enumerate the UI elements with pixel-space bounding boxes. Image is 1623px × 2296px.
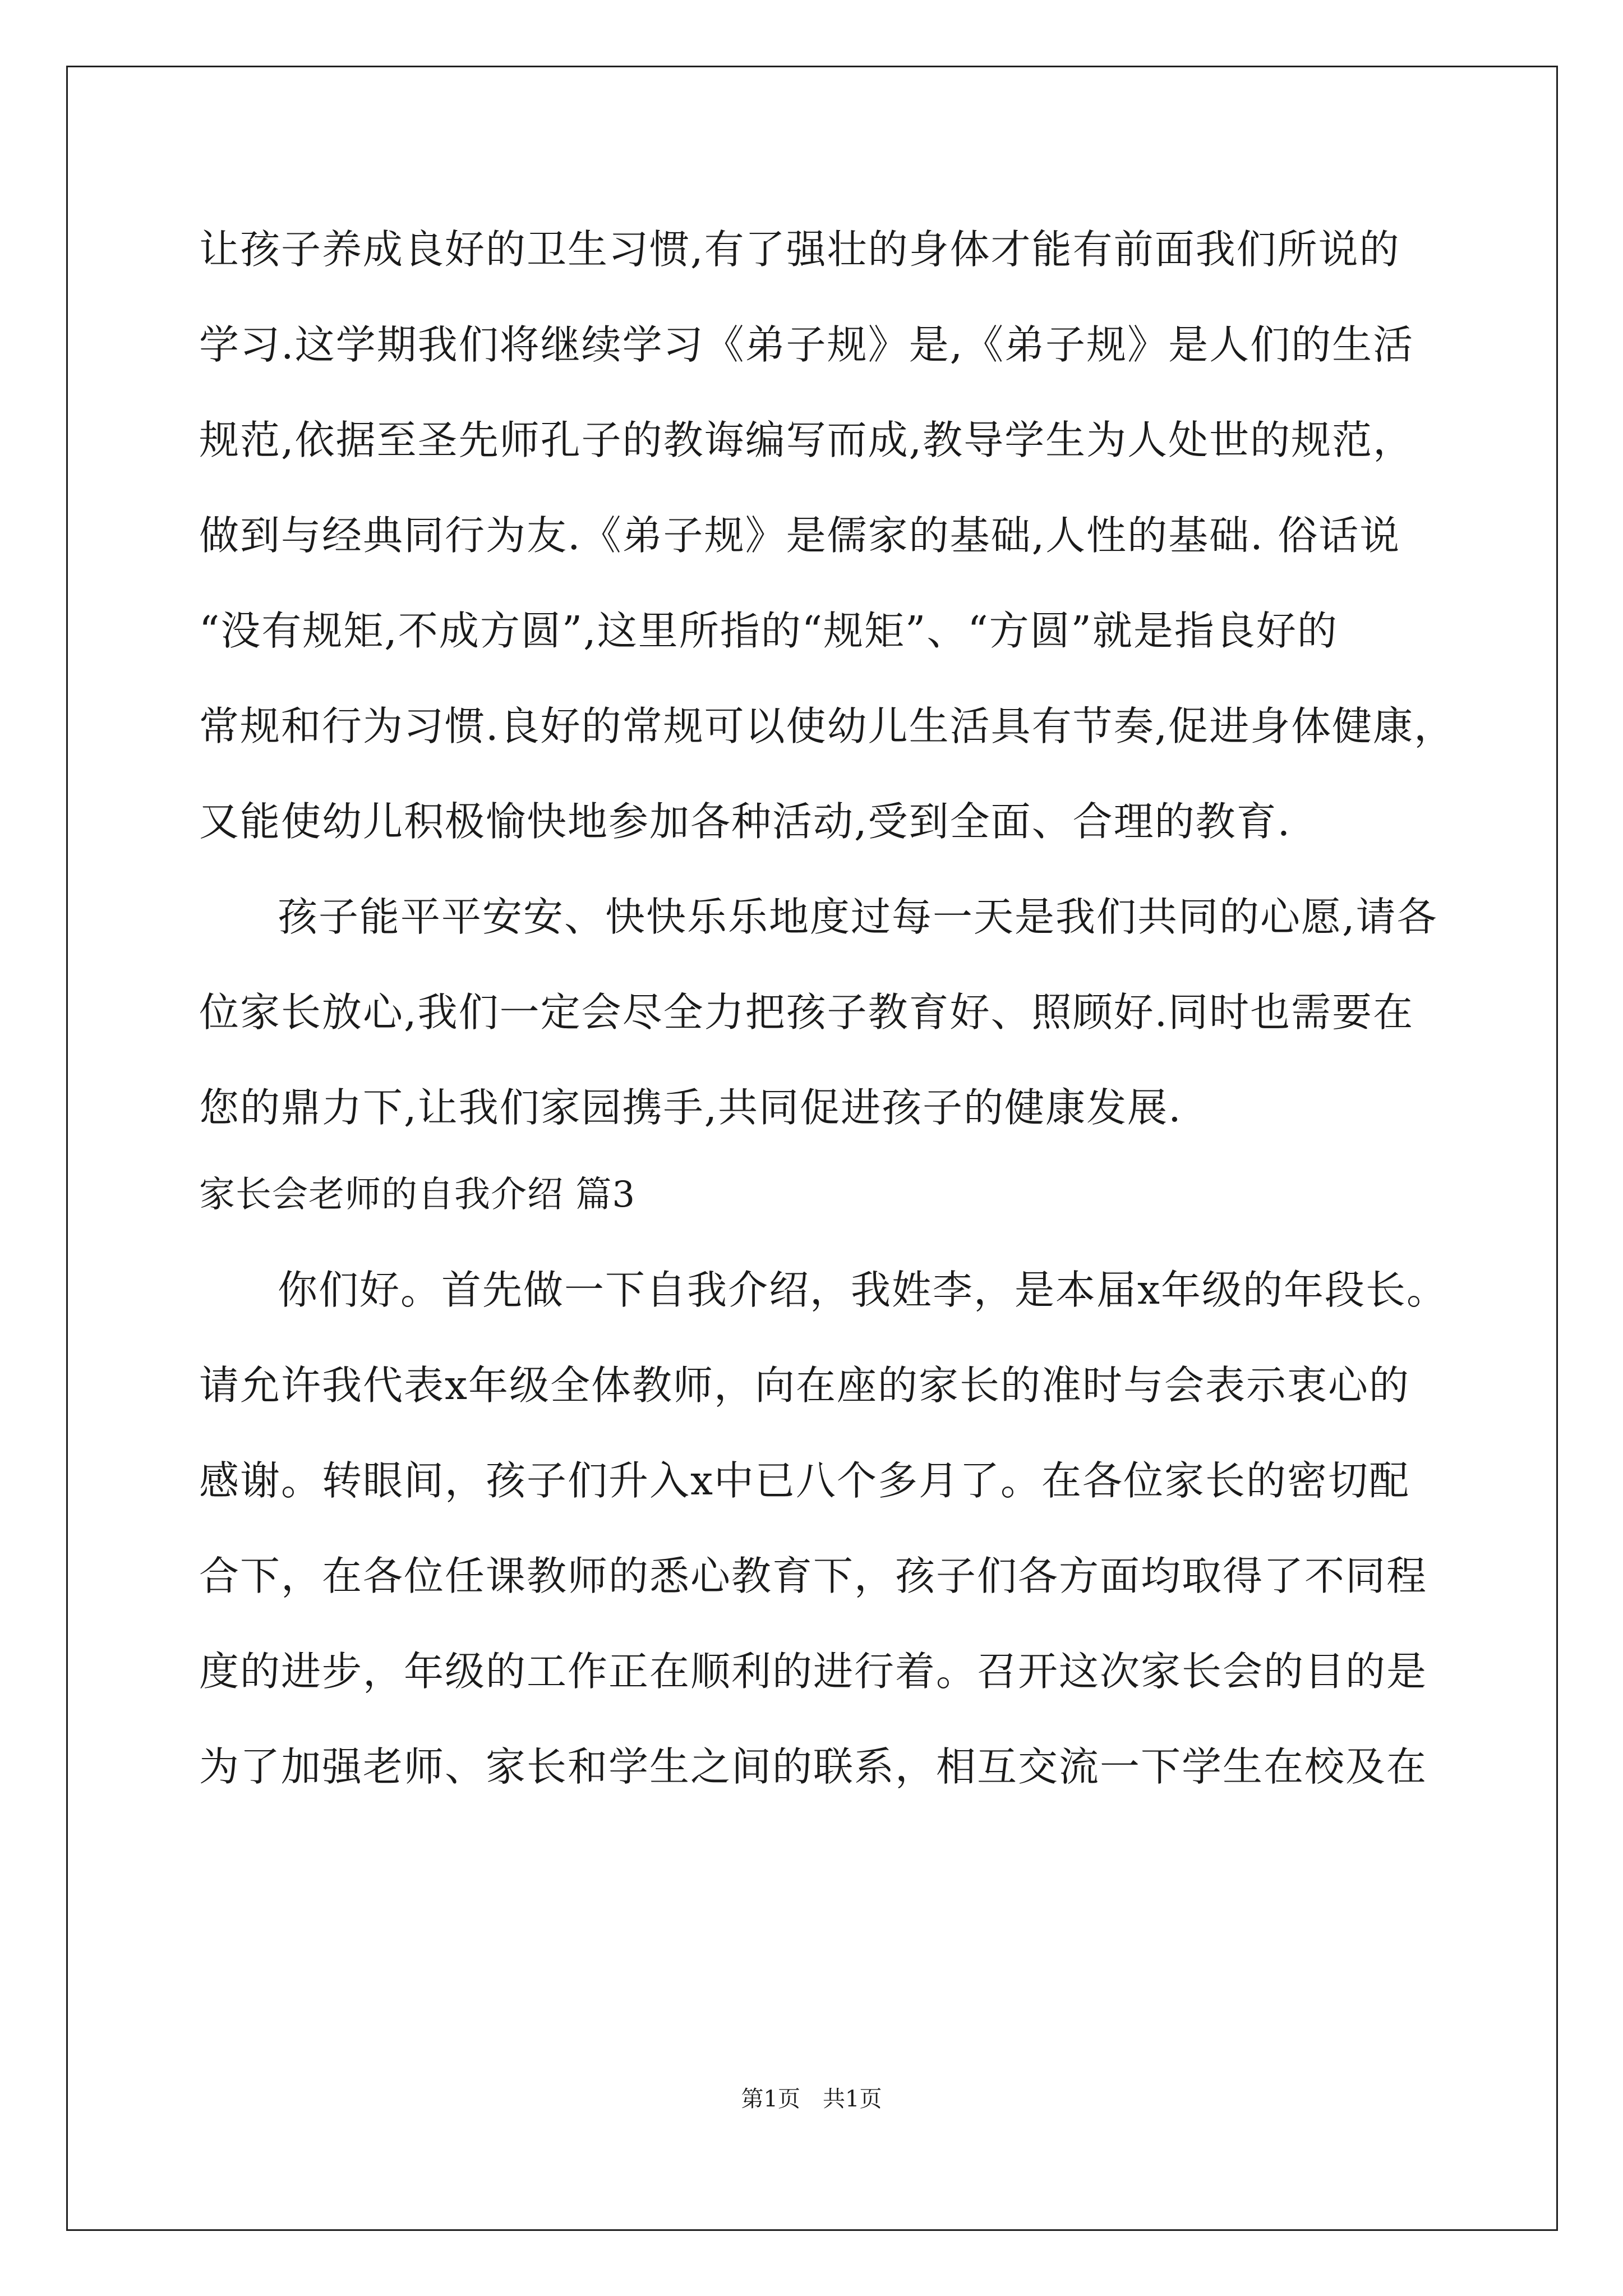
section-paragraph-line-3: 感谢。转眼间，孩子们升入x中已八个多月了。在各位家长的密切配 — [199, 1457, 1410, 1504]
page-number: 第1页 — [741, 2086, 800, 2112]
paragraph-1-line-7: 又能使幼儿积极愉快地参加各种活动,受到全面、合理的教育. — [199, 798, 1292, 845]
paragraph-1-line-3: 规范,依据至圣先师孔子的教诲编写而成,教导学生为人处世的规范， — [199, 417, 1414, 463]
page-border — [66, 66, 1558, 2231]
paragraph-2-line-2: 位家长放心,我们一定会尽全力把孩子教育好、照顾好.同时也需要在 — [199, 989, 1414, 1036]
paragraph-2-line-3: 您的鼎力下,让我们家园携手,共同促进孩子的健康发展. — [199, 1084, 1182, 1131]
section-paragraph-line-4: 合下，在各位任课教师的悉心教育下，孩子们各方面均取得了不同程 — [199, 1553, 1428, 1599]
section-paragraph-line-1: 你们好。首先做一下自我介绍，我姓李，是本届x年级的年段长。 — [278, 1267, 1448, 1313]
section-paragraph-line-2: 请允许我代表x年级全体教师，向在座的家长的准时与会表示衷心的 — [199, 1362, 1410, 1409]
paragraph-2-line-1: 孩子能平平安安、快快乐乐地度过每一天是我们共同的心愿,请各 — [278, 894, 1438, 940]
paragraph-1-line-5: “没有规矩,不成方圆”,这里所指的“规矩”、“方圆”就是指良好的 — [199, 608, 1338, 654]
paragraph-1-line-4: 做到与经典同行为友.《弟子规》是儒家的基础,人性的基础. 俗话说 — [199, 512, 1401, 559]
page-footer — [0, 2082, 1623, 2116]
section-paragraph-line-6: 为了加强老师、家长和学生之间的联系，相互交流一下学生在校及在 — [199, 1743, 1428, 1790]
page-total: 共1页 — [823, 2086, 882, 2112]
paragraph-1-line-6: 常规和行为习惯.良好的常规可以使幼儿生活具有节奏,促进身体健康， — [199, 703, 1455, 749]
section-heading: 家长会老师的自我介绍 篇3 — [199, 1174, 636, 1216]
paragraph-1-line-2: 学习.这学期我们将继续学习《弟子规》是,《弟子规》是人们的生活 — [199, 321, 1414, 368]
paragraph-1-line-1: 让孩子养成良好的卫生习惯,有了强壮的身体才能有前面我们所说的 — [199, 226, 1400, 273]
section-paragraph-line-5: 度的进步，年级的工作正在顺利的进行着。召开这次家长会的目的是 — [199, 1648, 1428, 1695]
